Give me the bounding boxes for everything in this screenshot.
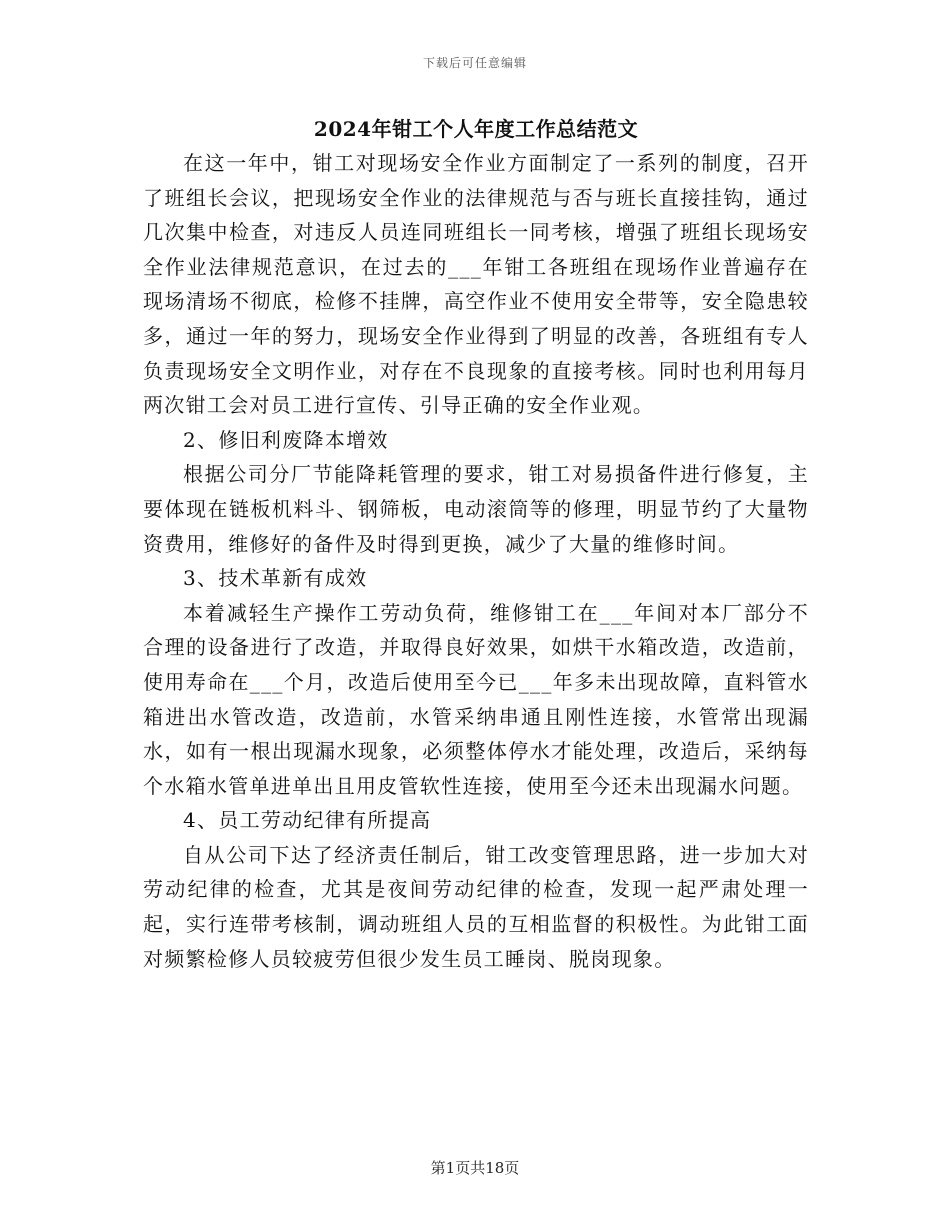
document-title: 2024年钳工个人年度工作总结范文 — [313, 117, 639, 141]
section-heading-innovation: 3、技术革新有成效 — [183, 566, 368, 591]
document-body — [143, 112, 809, 976]
section-heading-repair: 2、修旧利废降本增效 — [183, 427, 389, 452]
paragraph-safety: 在这一年中，钳工对现场安全作业方面制定了一系列的制度，召开了班组长会议，把现场安全作业的法律规范与否与班长直接挂钩，通过几次集中检查，对违反人员连同班组长一同考核，增强了班组长现场安全作业法律规范意识，在过去的___年钳工各班组在现场作业普遍存在现场清场不彻底，检修不挂牌，高空作业不使用安全带等，安全隐患较多，通过一年的努力，现场安全作业得到了明显的改善，各班组有专人负责现场安全文明作业，对存在不良现象的直接考核。同时也利用每月两次钳工会对员工进行宣传、引导正确的安全作业观。 — [143, 151, 809, 418]
paragraph-repair: 根据公司分厂节能降耗管理的要求，钳工对易损备件进行修复，主要体现在链板机料斗、钢筛板，电动滚筒等的修理，明显节约了大量物资费用，维修好的备件及时得到更换，减少了大量的维修时间。 — [143, 462, 809, 556]
page-number-footer: 第1页共18页 — [430, 1159, 520, 1177]
page-header-note: 下载后可任意编辑 — [422, 56, 527, 70]
paragraph-innovation: 本着减轻生产操作工劳动负荷，维修钳工在___年间对本厂部分不合理的设备进行了改造，并取得良好效果，如烘干水箱改造，改造前，使用寿命在___个月，改造后使用至今已___年多未出现故障，直料管水箱进出水管改造，改造前，水管采纳串通且刚性连接，水管常出现漏水，如有一根出现漏水现象，必须整体停水才能处理，改造后，采纳每个水箱水管单进单出且用皮管软性连接，使用至今还未出现漏水问题。 — [143, 600, 809, 798]
section-heading-discipline: 4、员工劳动纪律有所提高 — [183, 808, 432, 833]
paragraph-discipline: 自从公司下达了经济责任制后，钳工改变管理思路，进一步加大对劳动纪律的检查，尤其是夜间劳动纪律的检查，发现一起严肃处理一起，实行连带考核制，调动班组人员的互相监督的积极性。为此钳工面对频繁检修人员较疲劳但很少发生员工睡岗、脱岗现象。 — [143, 842, 809, 971]
